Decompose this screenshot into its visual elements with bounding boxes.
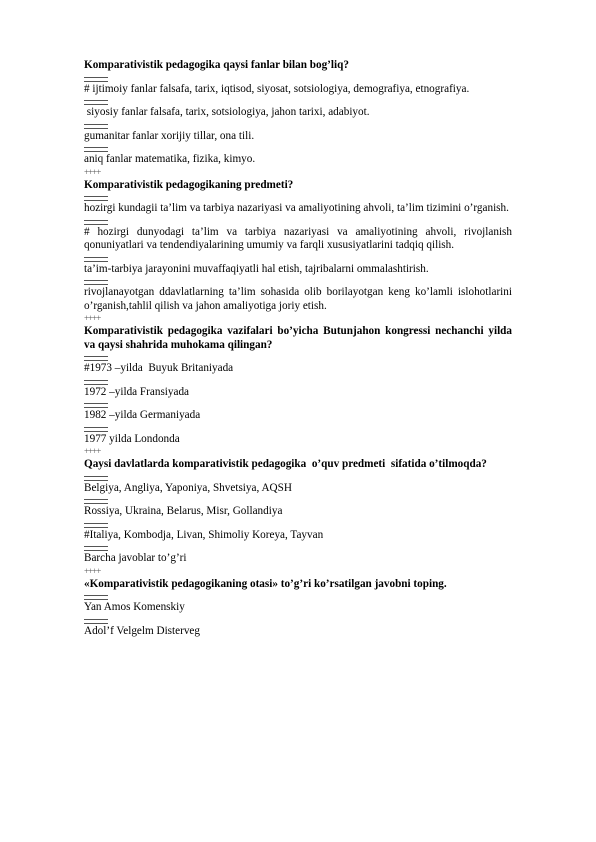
- answer-1-2: siyosiy fanlar falsafa, tarix, sotsiologiya, jahon tarixi, adabiyot.: [84, 106, 370, 118]
- answer-2-3: ta’im-tarbiya jarayonini muvaffaqiyatli hal etish, tajribalarni ommalashtirish.: [84, 262, 429, 275]
- answer-2-1: hozirgi kundagii ta’lim va tarbiya nazariyasi va amaliyotining ahvoli, ta’lim tizimini o’rganish.: [84, 202, 509, 214]
- answer-3-1: #1973 –yilda Buyuk Britaniyada: [84, 362, 234, 374]
- separator-plus: ++++: [84, 565, 101, 576]
- separator-eq: [84, 399, 512, 409]
- separator-eq: [84, 143, 512, 153]
- answer-5-1: Yan Amos Komenskiy: [84, 601, 185, 613]
- separator-eq: [84, 495, 512, 505]
- separator-eq: [84, 96, 512, 106]
- answer-3-3: 1982 –yilda Germaniyada: [84, 409, 201, 421]
- separator-eq: [84, 615, 512, 625]
- test-content: [84, 57, 512, 638]
- answer-5-2: Adol’f Velgelm Disterveg: [84, 624, 200, 637]
- separator-eq: [84, 591, 512, 601]
- separator-eq: [84, 352, 512, 362]
- answer-4-3: #Italiya, Kombodja, Livan, Shimoliy Koreya, Tayvan: [84, 528, 324, 541]
- answer-1-4: aniq fanlar matematika, fizika, kimyo.: [84, 153, 256, 165]
- question-4: Qaysi davlatlarda komparativistik pedagogika o’quv predmeti sifatida o’tilmoqda?: [84, 458, 487, 470]
- separator-plus: ++++: [84, 166, 101, 177]
- separator-eq: [84, 253, 512, 263]
- question-1: Komparativistik pedagogika qaysi fanlar bilan bog’liq?: [84, 59, 349, 71]
- separator-eq: [84, 423, 512, 433]
- separator-eq: [84, 276, 512, 286]
- answer-3-2: 1972 –yilda Fransiyada: [84, 385, 190, 398]
- question-5: «Komparativistik pedagogikaning otasi» to’g’ri ko’rsatilgan javobni toping.: [84, 577, 447, 590]
- answer-2-2: # hozirgi dunyodagi ta’lim va tarbiya nazariyasi va amaliyotining ahvoli, rivojlanish qonuniyatlari va tendendiyalarining umumiy va farqli xususiyatlarini tadqiq qilish.: [84, 225, 512, 251]
- separator-eq: [84, 542, 512, 552]
- answer-1-1: # ijtimoiy fanlar falsafa, tarix, iqtisod, siyosat, sotsiologiya, demografiya, etnografiya.: [84, 82, 470, 95]
- question-2: Komparativistik pedagogikaning predmeti?: [84, 178, 294, 191]
- answer-4-2: Rossiya, Ukraina, Belarus, Misr, Gollandiya: [84, 505, 283, 517]
- answer-1-3: gumanitar fanlar xorijiy tillar, ona tili.: [84, 129, 255, 142]
- separator-eq: [84, 376, 512, 386]
- separator-eq: [84, 472, 512, 482]
- separator-plus: ++++: [84, 446, 101, 456]
- separator-eq: [84, 519, 512, 529]
- answer-4-1: Belgiya, Angliya, Yaponiya, Shvetsiya, AQSH: [84, 481, 292, 494]
- answer-2-4: rivojlanayotgan ddavlatlarning ta’lim sohasida olib borilayotgan keng ko’lamli islohotlarini o’rganish,tahlil qilish va jahon amaliyotiga joriy etish.: [84, 286, 512, 312]
- separator-plus: ++++: [84, 313, 101, 323]
- answer-4-4: Barcha javoblar to’g’ri: [84, 552, 187, 564]
- separator-eq: [84, 192, 512, 202]
- answer-3-4: 1977 yilda Londonda: [84, 432, 180, 445]
- separator-eq: [84, 216, 512, 226]
- separator-eq: [84, 73, 512, 83]
- separator-eq: [84, 120, 512, 130]
- question-3: Komparativistik pedagogika vazifalari bo’yicha Butunjahon kongressi nechanchi yilda va qaysi shahrida muhokama qilingan?: [84, 325, 512, 351]
